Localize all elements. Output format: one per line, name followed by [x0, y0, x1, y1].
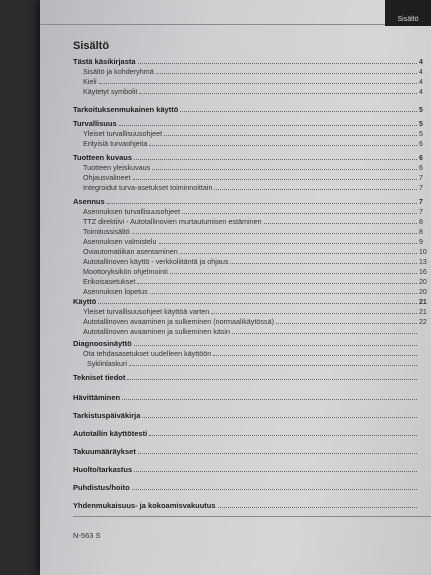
leader-dots: [149, 145, 417, 146]
toc-entry: [73, 428, 431, 438]
toc-entry-label: Huolto/tarkastus: [73, 465, 133, 474]
toc-entry: [73, 104, 431, 114]
leader-dots: [213, 355, 417, 356]
page-title: Sisältö: [73, 40, 110, 52]
toc-entry-page: 4: [419, 69, 423, 76]
leader-dots: [276, 323, 417, 324]
leader-dots: [150, 293, 417, 294]
toc-entry: [73, 216, 431, 226]
toc-entry-label: Tuotteen yleiskuvaus: [83, 163, 151, 172]
toc-entry-page: 16: [419, 269, 427, 276]
leader-dots: [129, 365, 417, 366]
leader-dots: [99, 83, 417, 84]
toc-entry-page: 6: [419, 141, 423, 148]
toc-entry-page: 21: [419, 309, 427, 316]
toc-entry-page: 8: [419, 219, 423, 226]
manual-page: [40, 0, 431, 575]
toc-entry: [73, 286, 431, 296]
toc-entry-label: Erikoisasetukset: [83, 277, 136, 286]
footer-code: N-563 S: [73, 531, 101, 540]
toc-entry-label: Autotallinoven avaaminen ja sulkeminen (normaalikäytössä): [83, 317, 274, 326]
toc-entry-page: 7: [419, 185, 423, 192]
toc-entry-label: Yleiset turvallisuusohjeet käyttöä varten: [83, 307, 210, 316]
leader-dots: [138, 453, 417, 454]
toc-entry-label: Toimitussisältö: [83, 227, 130, 236]
leader-dots: [214, 189, 417, 190]
toc-entry-label: Oviautomatiikan asentaminen: [83, 247, 178, 256]
toc-entry-label: Tarkoituksenmukainen käyttö: [73, 105, 179, 114]
leader-dots: [119, 125, 417, 126]
toc-entry-page: 4: [419, 59, 423, 66]
toc-entry-label: Sisältö ja kohderyhmä: [83, 67, 154, 76]
toc-entry-label: Tekniset tiedot: [73, 373, 126, 382]
leader-dots: [180, 253, 417, 254]
leader-dots: [232, 333, 417, 334]
toc-entry: [73, 306, 431, 316]
toc-entry-page: 10: [419, 249, 427, 256]
leader-dots: [211, 313, 417, 314]
toc-entry-label: Käytetyt symbolit: [83, 87, 138, 96]
toc-entry: [73, 316, 431, 326]
toc-entry-label: Turvallisuus: [73, 119, 117, 128]
toc-entry: [73, 206, 431, 216]
toc-entry-page: 4: [419, 89, 423, 96]
toc-entry: [73, 138, 431, 148]
toc-entry: [73, 446, 431, 456]
toc-entry: [73, 410, 431, 420]
leader-dots: [133, 179, 417, 180]
toc-entry-label: Autotallinoven avaaminen ja sulkeminen käsin: [83, 327, 231, 336]
toc-entry-label: Asennuksen lopetus: [83, 287, 148, 296]
leader-dots: [122, 399, 417, 400]
leader-dots: [230, 263, 417, 264]
toc-entry-page: 7: [419, 209, 423, 216]
toc-entry-page: 5: [419, 121, 423, 128]
leader-dots: [264, 223, 417, 224]
leader-dots: [134, 159, 417, 160]
toc-entry-page: 20: [419, 279, 427, 286]
toc-entry-page: 20: [419, 289, 427, 296]
toc-entry-label: Ohjausvalineet: [83, 173, 131, 182]
toc-entry-label: Takuumääräykset: [73, 447, 136, 456]
toc-entry-label: Käyttö: [73, 297, 97, 306]
toc-entry-label: Moottoryksikön ohjelmointi: [83, 267, 168, 276]
toc-entry-page: 4: [419, 79, 423, 86]
toc-entry: [73, 326, 431, 336]
toc-entry-page: 7: [419, 175, 423, 182]
toc-entry: [73, 358, 431, 368]
toc-entry-page: 7: [419, 199, 423, 206]
corner-tab: Sisältö: [385, 0, 431, 26]
toc-entry: [73, 56, 431, 66]
leader-dots: [139, 93, 417, 94]
leader-dots: [218, 507, 417, 508]
toc-entry: [73, 86, 431, 96]
toc-entry-label: Syklinlaskuri: [87, 359, 127, 368]
toc-entry-label: Tuotteen kuvaus: [73, 153, 133, 162]
toc-entry: [73, 256, 431, 266]
top-rule: [40, 24, 385, 25]
toc-entry: [73, 236, 431, 246]
toc-entry: [73, 372, 431, 382]
toc-entry: [73, 338, 431, 348]
toc-entry: [73, 118, 431, 128]
toc-entry: [73, 500, 431, 510]
toc-entry-label: Puhdistus/hoito: [73, 483, 130, 492]
leader-dots: [142, 417, 417, 418]
toc-entry: [73, 348, 431, 358]
toc-entry: [73, 296, 431, 306]
toc-entry-page: 22: [419, 319, 427, 326]
leader-dots: [170, 273, 417, 274]
toc-entry-label: Asennus: [73, 197, 105, 206]
toc-entry: [73, 482, 431, 492]
toc-entry-label: Autotallin käyttötesti: [73, 429, 148, 438]
toc-entry: [73, 464, 431, 474]
toc-entry-label: Ota tehdasasetukset uudelleen käyttöön: [83, 349, 212, 358]
leader-dots: [164, 135, 417, 136]
leader-dots: [127, 379, 417, 380]
toc-entry: [73, 76, 431, 86]
toc-entry-label: Yhdenmukaisuus- ja kokoamisvakuutus: [73, 501, 216, 510]
leader-dots: [159, 243, 417, 244]
toc-entry: [73, 66, 431, 76]
toc-entry-label: Autotallinoven käyttö - verkkoliitäntä ja ohjaus: [83, 257, 229, 266]
toc-entry-label: Tarkistuspäiväkirja: [73, 411, 141, 420]
toc-entry-label: Erityisiä turvaohjeita: [83, 139, 148, 148]
leader-dots: [149, 435, 417, 436]
toc-entry-label: Tästä käsikirjasta: [73, 57, 136, 66]
leader-dots: [152, 169, 417, 170]
toc-entry-label: Asennuksen valmistelu: [83, 237, 157, 246]
toc-entry-label: Diagnoosinäyttö: [73, 339, 132, 348]
toc-entry: [73, 226, 431, 236]
leader-dots: [137, 283, 417, 284]
toc-entry: [73, 128, 431, 138]
toc-entry-page: 5: [419, 107, 423, 114]
leader-dots: [180, 111, 417, 112]
toc-entry-label: Hävittäminen: [73, 393, 121, 402]
toc-entry-page: 13: [419, 259, 427, 266]
toc-entry-page: 9: [419, 239, 423, 246]
toc-entry-label: TTZ direktiivi - Autotallinovien murtautumisen estäminen: [83, 217, 262, 226]
toc-entry-label: Integroidut turva-asetukset toiminnoittain: [83, 183, 213, 192]
leader-dots: [132, 233, 417, 234]
toc-entry-page: 6: [419, 165, 423, 172]
toc-entry: [73, 266, 431, 276]
leader-dots: [134, 471, 417, 472]
leader-dots: [138, 63, 417, 64]
toc-entry: [73, 172, 431, 182]
toc-entry: [73, 276, 431, 286]
toc-entry: [73, 162, 431, 172]
bottom-rule: [73, 516, 431, 517]
leader-dots: [107, 203, 417, 204]
toc-entry: [73, 182, 431, 192]
toc-entry-page: 21: [419, 299, 427, 306]
toc-entry-page: 5: [419, 131, 423, 138]
toc-entry-label: Yleiset turvallisuusohjeet: [83, 129, 163, 138]
toc-entry-page: 6: [419, 155, 423, 162]
toc-entry: [73, 392, 431, 402]
toc-entry-label: Asennuksen turvallisuusohjeet: [83, 207, 181, 216]
toc-entry-page: 8: [419, 229, 423, 236]
toc-entry-label: Kieli: [83, 77, 97, 86]
leader-dots: [132, 489, 417, 490]
toc-entry: [73, 246, 431, 256]
leader-dots: [134, 345, 417, 346]
toc-entry: [73, 152, 431, 162]
leader-dots: [156, 73, 417, 74]
leader-dots: [98, 303, 417, 304]
leader-dots: [182, 213, 417, 214]
toc-entry: [73, 196, 431, 206]
